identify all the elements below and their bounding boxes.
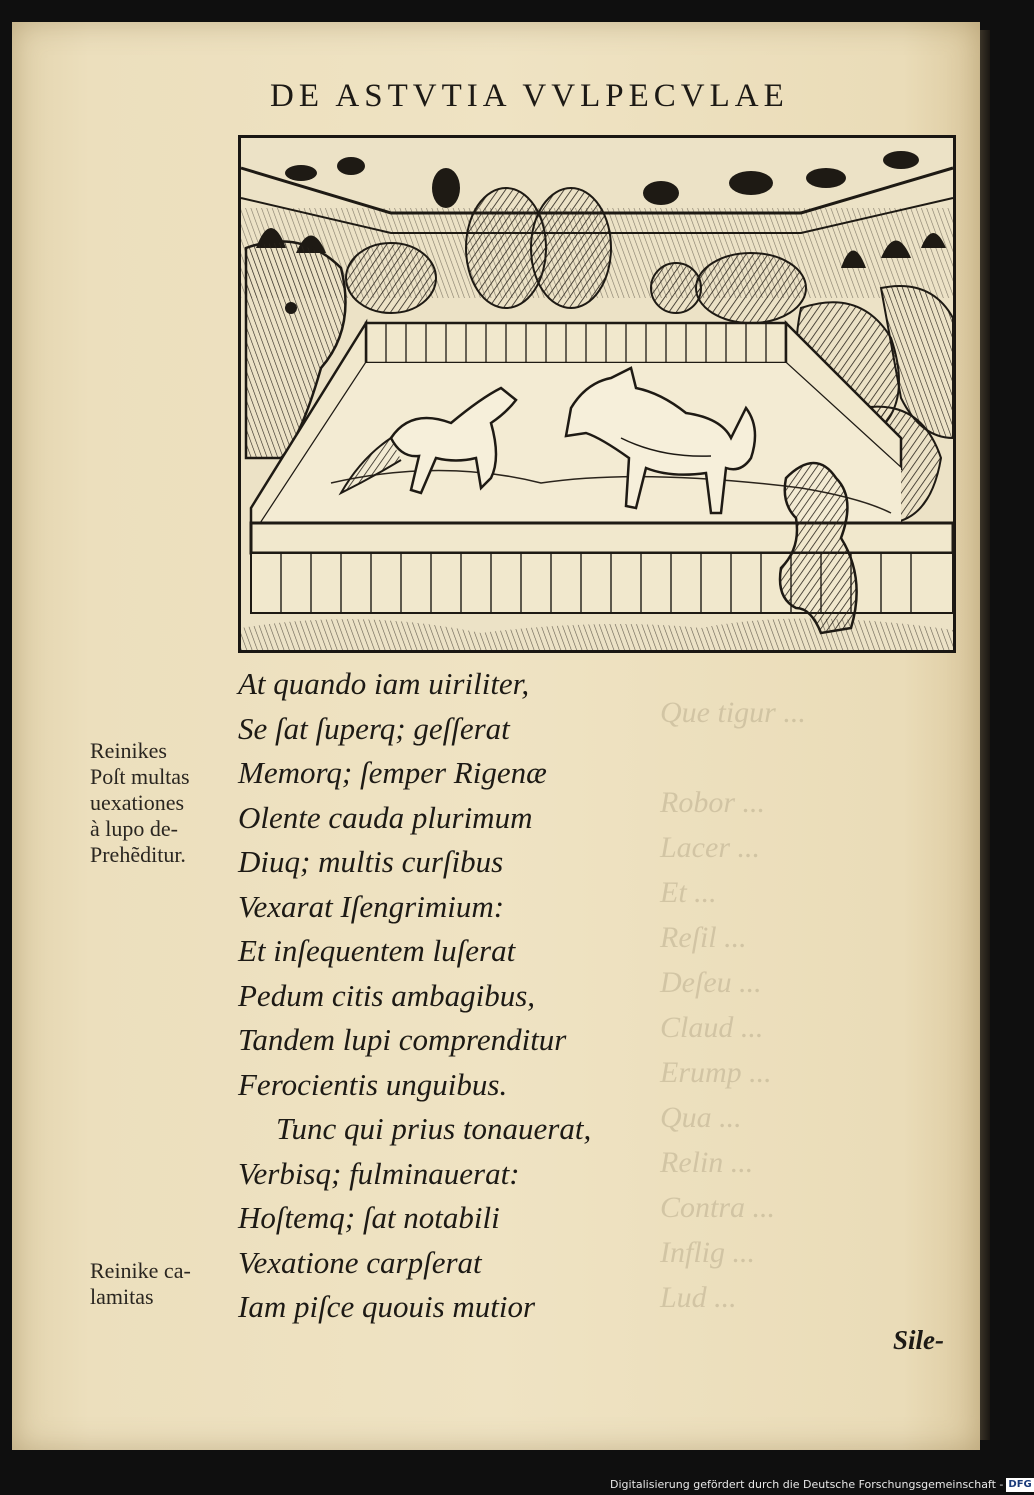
- woodcut-illustration: [238, 135, 956, 653]
- poem-line: Hoſtemq; ſat notabili: [238, 1200, 500, 1235]
- poem-line: Ferocientis unguibus.: [238, 1066, 508, 1102]
- marginal-note-1: Reinikes Poſt multas uexationes à lupo de- Prehẽditur.: [90, 738, 190, 867]
- page-edge: [980, 30, 990, 1440]
- poem-line: Vexarat Iſengrimium:: [238, 888, 505, 924]
- poem-line: Iam piſce quouis mutior: [238, 1289, 536, 1324]
- catchword: Sile-: [893, 1325, 944, 1355]
- poem-line: Et inſequentem luſerat: [238, 933, 516, 968]
- poem-line: Tandem lupi comprenditur: [238, 1022, 567, 1057]
- poem-line: Tunc qui prius tonauerat,: [276, 1111, 592, 1146]
- poem-line: Verbisq; fulminauerat:: [238, 1155, 520, 1191]
- poem-line: At quando iam uiriliter,: [238, 666, 530, 701]
- poem-line: Diuq; multis curſibus: [238, 844, 504, 879]
- poem-line: Pedum citis ambagibus,: [238, 977, 536, 1013]
- footer-credit: [610, 1474, 1032, 1495]
- page-title: DE ASTVTIA VVLPECVLAE: [270, 78, 789, 114]
- footer-text: Digitalisierung gefördert durch die Deutsche Forschungsgemeinschaft -: [610, 1478, 1004, 1491]
- poem-line: Memorq; ſemper Rigenæ: [238, 755, 547, 790]
- fox-wolf-fight-woodcut: [241, 138, 953, 650]
- marginal-note-2: Reinike ca- lamitas: [90, 1258, 191, 1309]
- dfg-logo: DFG: [1008, 1479, 1032, 1490]
- poem-line: Se ſat ſuperq; geſſerat: [238, 710, 510, 746]
- poem-line: Olente cauda plurimum: [238, 799, 533, 835]
- poem-line: Vexatione carpſerat: [238, 1244, 482, 1280]
- poem-text: [238, 662, 678, 1330]
